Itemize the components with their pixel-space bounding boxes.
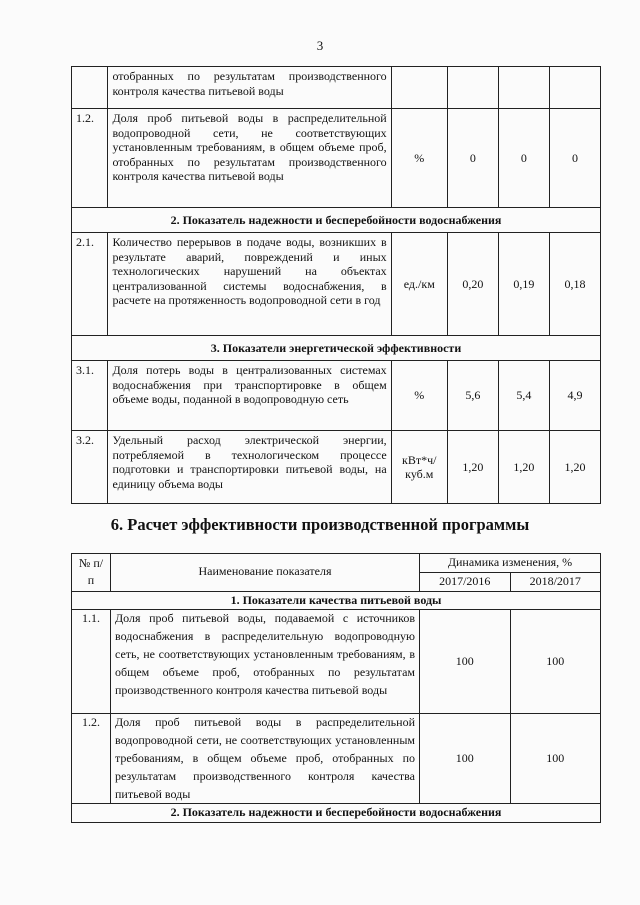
value-cell: 100 [510, 610, 601, 714]
value-cell: 1,20 [549, 431, 600, 504]
section-heading: 1. Показатели качества питьевой воды [72, 591, 601, 610]
value-cell: 100 [510, 714, 601, 804]
indicator-text: Доля проб питьевой воды, подаваемой с источников водоснабжения в распределительную водопроводную сеть, не соответствующих установленным требованиям, в общем объеме проб, отобранных по результатам производственного контроля качества питьевой воды [111, 610, 420, 714]
indicator-text: Количество перерывов в подаче воды, возникших в результате аварий, повреждений и иных технологических нарушений на объектах централизованной системы водоснабжения, в расчете на протяженность водопроводной сети в год [108, 233, 391, 336]
row-number [72, 67, 108, 109]
value-cell: 1,20 [498, 431, 549, 504]
table-row [72, 361, 601, 431]
value-cell: 100 [420, 714, 511, 804]
section-title: 6. Расчет эффективности производственной программы [110, 515, 530, 534]
table-row [72, 610, 601, 714]
table-row [72, 67, 601, 109]
header-year: 2018/2017 [510, 572, 601, 591]
value-cell: 0,18 [549, 233, 600, 336]
section-heading: 2. Показатель надежности и бесперебойности водоснабжения [72, 804, 601, 823]
value-cell: 5,6 [447, 361, 498, 431]
unit-cell: кВт*ч/ куб.м [391, 431, 447, 504]
indicators-table [71, 66, 601, 504]
row-number: 1.1. [72, 610, 111, 714]
indicator-text: Доля проб питьевой воды в распределительной водопроводной сети, не соответствующих установленным требованиям, в общем объеме проб, отобранных по результатам производственного контроля качества питьевой воды [111, 714, 420, 804]
value-cell: 0,19 [498, 233, 549, 336]
indicator-text: Доля проб питьевой воды в распределительной водопроводной сети, не соответствующих установленным требованиям, в общем объеме проб, отобранных по результатам производственного контроля качества питьевой воды [108, 109, 391, 208]
section-row [72, 591, 601, 610]
value-cell: 4,9 [549, 361, 600, 431]
section-row [72, 208, 601, 233]
section-heading: 3. Показатели энергетической эффективности [72, 336, 601, 361]
section-row [72, 336, 601, 361]
value-cell: 100 [420, 610, 511, 714]
table-row [72, 233, 601, 336]
indicator-text: Удельный расход электрической энергии, потребляемой в технологическом процессе подготовки и транспортировки питьевой воды, на единицу объема воды [108, 431, 391, 504]
section-heading: 2. Показатель надежности и бесперебойности водоснабжения [72, 208, 601, 233]
row-number: 3.2. [72, 431, 108, 504]
unit-cell: % [391, 361, 447, 431]
header-name: Наименование показателя [111, 554, 420, 592]
header-num: № п/п [72, 554, 111, 592]
efficiency-table [71, 553, 601, 823]
unit-cell: % [391, 109, 447, 208]
unit-cell: ед./км [391, 233, 447, 336]
value-cell: 0 [498, 109, 549, 208]
indicator-text: отобранных по результатам производственного контроля качества питьевой воды [108, 67, 391, 109]
table-row [72, 714, 601, 804]
row-number: 1.2. [72, 714, 111, 804]
page-number: 3 [316, 38, 324, 53]
value-cell: 1,20 [447, 431, 498, 504]
header-row [72, 554, 601, 573]
value-cell: 0,20 [447, 233, 498, 336]
table-row [72, 431, 601, 504]
section-row [72, 804, 601, 823]
value-cell: 0 [447, 109, 498, 208]
header-dynamics: Динамика изменения, % [420, 554, 601, 573]
row-number: 2.1. [72, 233, 108, 336]
row-number: 3.1. [72, 361, 108, 431]
indicator-text: Доля потерь воды в централизованных системах водоснабжения при транспортировке в общем объеме воды, поданной в водопроводную сеть [108, 361, 391, 431]
header-year: 2017/2016 [420, 572, 511, 591]
value-cell: 5,4 [498, 361, 549, 431]
value-cell: 0 [549, 109, 600, 208]
row-number: 1.2. [72, 109, 108, 208]
table-row [72, 109, 601, 208]
